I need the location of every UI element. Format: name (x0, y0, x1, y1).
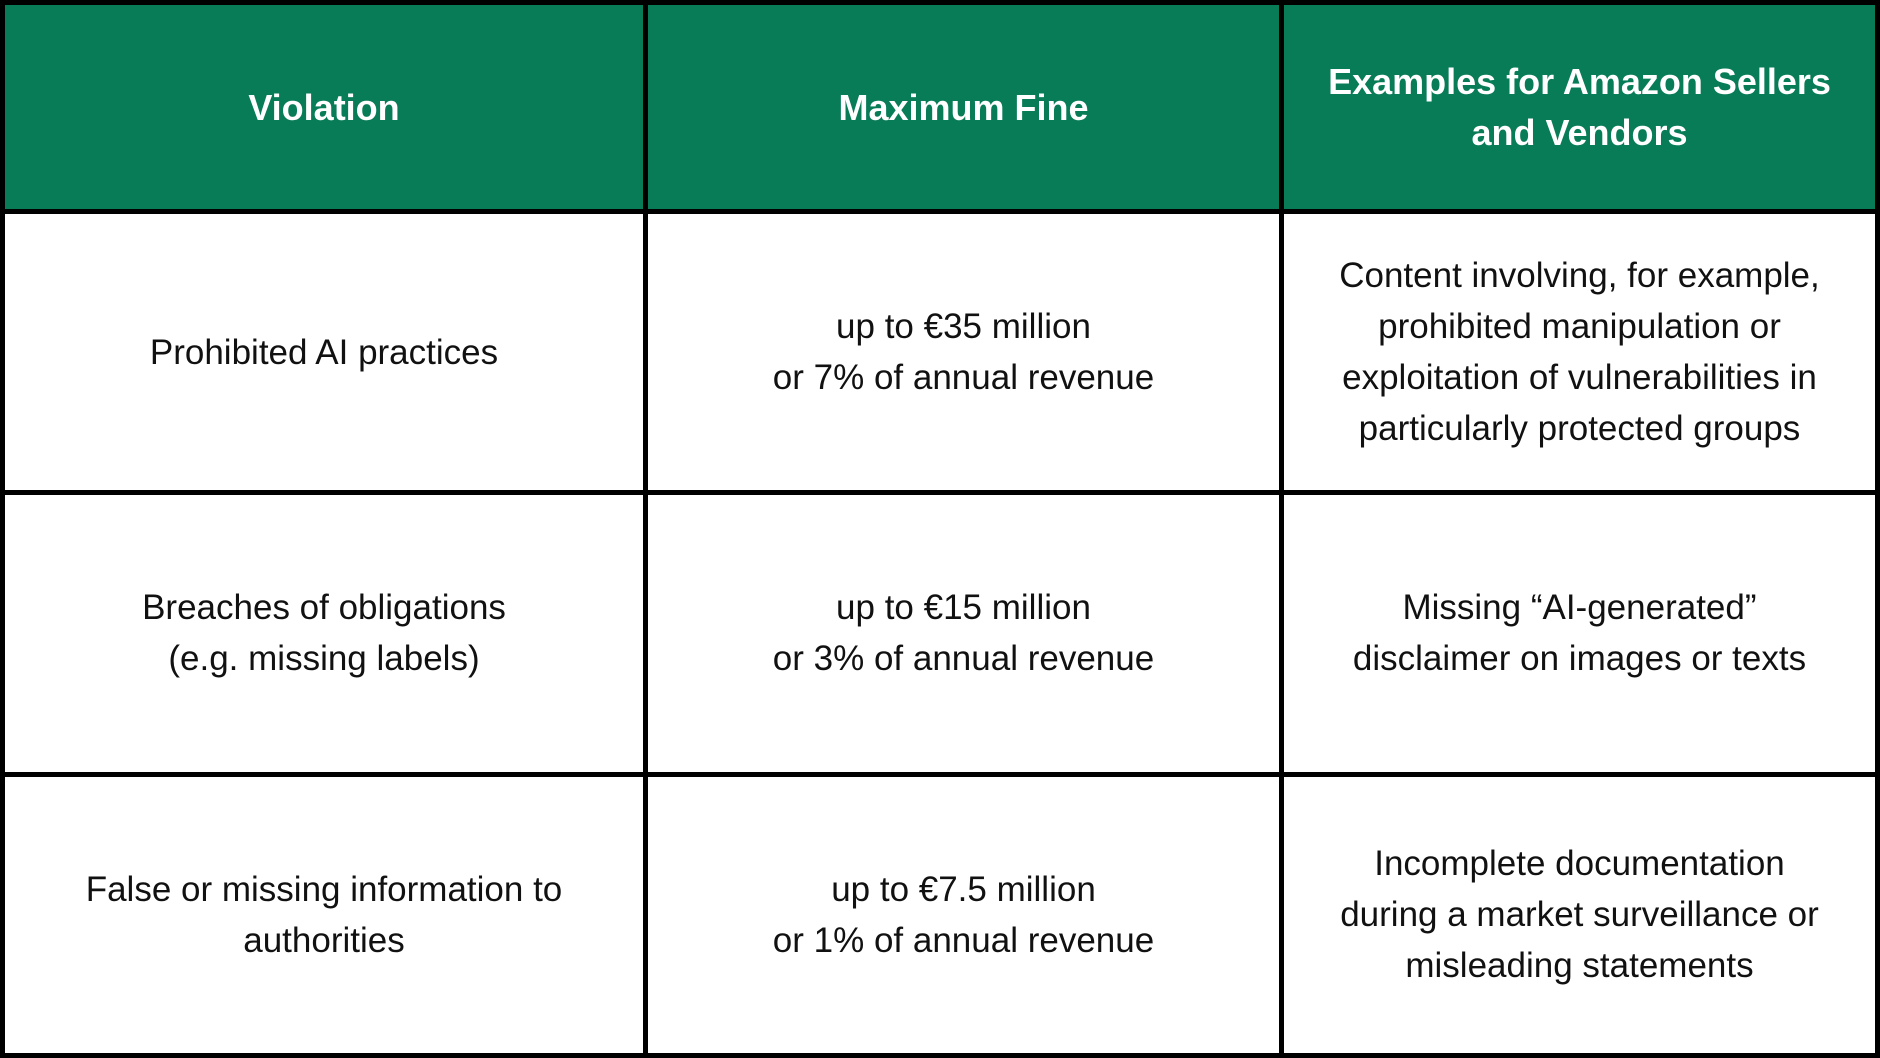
header-violation (5, 5, 643, 209)
header-violation-label: Violation (248, 86, 400, 128)
table-cell: up to €35 million or 7% of annual revenue (772, 307, 1155, 398)
table-cell: up to €7.5 million or 1% of annual revenue (772, 869, 1155, 960)
row-1-examples (1284, 214, 1875, 490)
row-3-violation (5, 777, 643, 1053)
table-cell: up to €15 million or 3% of annual revenue (772, 588, 1155, 679)
header-maximum-fine-label: Maximum Fine (838, 86, 1089, 128)
row-2-violation (5, 495, 643, 771)
table-cell: Prohibited AI practices (149, 332, 499, 372)
header-maximum-fine (648, 5, 1279, 209)
row-1-violation (5, 214, 643, 490)
table-cell: False or missing information to authorities (85, 869, 563, 960)
header-examples (1284, 5, 1875, 209)
header-examples-label: Examples for Amazon Sellers and Vendors (1328, 61, 1831, 153)
row-2-examples (1284, 495, 1875, 771)
row-3-examples (1284, 777, 1875, 1053)
table-cell: Content involving, for example, prohibited manipulation or exploitation of vulnerabilities in particularly protected groups (1339, 256, 1820, 449)
row-2-maximum-fine (648, 495, 1279, 771)
row-3-maximum-fine (648, 777, 1279, 1053)
table-cell: Missing “AI-generated” disclaimer on images or texts (1352, 588, 1807, 679)
row-1-maximum-fine (648, 214, 1279, 490)
table-cell: Incomplete documentation during a market surveillance or misleading statements (1340, 844, 1819, 986)
table-cell: Breaches of obligations (e.g. missing labels) (142, 588, 506, 679)
